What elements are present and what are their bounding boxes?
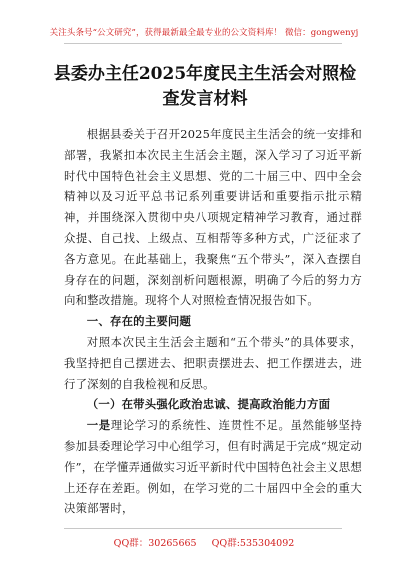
point-text: 理论学习的系统性、连贯性不足。虽然能够坚持参加县委理论学习中心组学习，但有时满足于完成“规定动作”，在学懂弄通做实习近平新时代中国特色社会主义思想上还存在差距。例如，在学习党的二十届四中全会的重大决策部署时， bbox=[64, 418, 362, 516]
subsection-paragraph bbox=[64, 415, 362, 519]
footer-qq-group-1: QQ群：30265665 bbox=[113, 538, 197, 549]
document-title-line-1: 县委办主任2025年度民主生活会对照检 bbox=[53, 64, 357, 84]
document-body bbox=[64, 124, 362, 519]
subsection-heading-political-loyalty: （一）在带头强化政治忠诚、提高政治能力方面 bbox=[86, 397, 331, 412]
document-title bbox=[40, 62, 370, 112]
intro-paragraph: 根据县委关于召开2025年度民主生活会的统一安排和部署，我紧扣本次民主生活会主题，深入学习了习近平新时代中国特色社会主义思想、党的二十届三中、四中全会精神以及习近平总书记系列重要讲话和重要指示批示精神，并围绕深入贯彻中央八项规定精神学习教育，通过群众提、自己找、上级点、互相帮等多种方式，广泛征求了各方意见。在此基础上，我聚焦“五个带头”，深入查摆自身存在的问题，深刻剖析问题根源，明确了今后的努力方向和整改措施。现将个人对照检查情况报告如下。 bbox=[64, 127, 362, 308]
header-divider bbox=[64, 43, 342, 44]
document-title-line-2: 查发言材料 bbox=[162, 89, 248, 109]
footer-qq-group-2: QQ群:535304092 bbox=[211, 538, 295, 549]
point-lead: 一是 bbox=[86, 418, 111, 433]
footer-contact bbox=[0, 535, 408, 549]
section-heading-main-problems: 一、存在的主要问题 bbox=[86, 314, 192, 329]
header-promo-note: 关注头条号“公文研究”，获得最新最全最专业的公文资料库！ 微信：gongwenyj bbox=[49, 28, 359, 38]
section-paragraph: 对照本次民主生活会主题和“五个带头”的具体要求，我坚持把自己摆进去、把职责摆进去、把工作摆进去，进行了深刻的自我检视和反思。 bbox=[64, 334, 362, 391]
footer-divider bbox=[64, 528, 342, 529]
